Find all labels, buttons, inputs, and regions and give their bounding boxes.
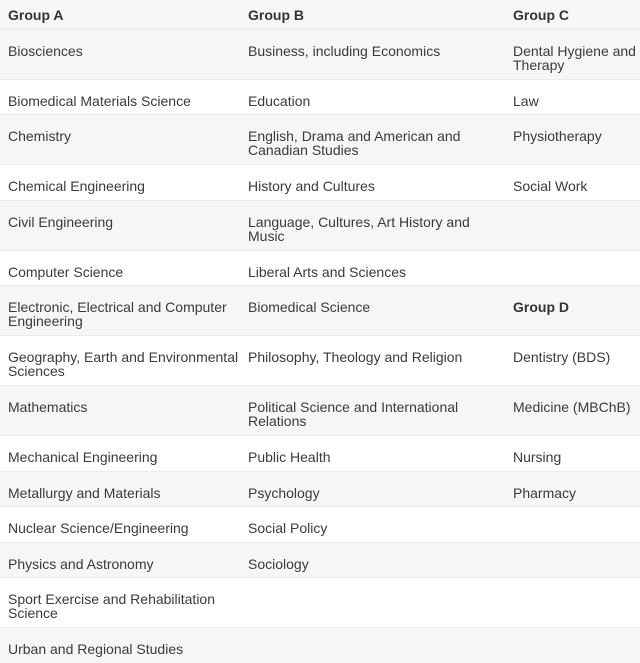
group-a-cell: Nuclear Science/Engineering xyxy=(0,507,240,543)
group-c-cell: Physiotherapy xyxy=(505,115,640,165)
group-c-cell xyxy=(505,628,640,663)
table-row xyxy=(0,115,640,165)
group-a-cell: Geography, Earth and Environmental Sciences xyxy=(0,336,240,386)
group-c-cell: Nursing xyxy=(505,436,640,472)
table-row xyxy=(0,200,640,250)
group-c-cell: Law xyxy=(505,79,640,115)
group-a-cell: Sport Exercise and Rehabilitation Science xyxy=(0,578,240,628)
group-a-cell: Mechanical Engineering xyxy=(0,436,240,472)
table-row xyxy=(0,29,640,79)
group-a-cell: Urban and Regional Studies xyxy=(0,628,240,663)
table-row xyxy=(0,286,640,336)
group-c-cell xyxy=(505,250,640,286)
group-a-cell: Metallurgy and Materials xyxy=(0,471,240,507)
group-b-cell xyxy=(240,578,505,628)
group-b-cell: Biomedical Science xyxy=(240,286,505,336)
group-c-cell xyxy=(505,507,640,543)
table-row xyxy=(0,165,640,201)
table-row xyxy=(0,578,640,628)
group-a-cell: Computer Science xyxy=(0,250,240,286)
group-a-cell: Physics and Astronomy xyxy=(0,542,240,578)
group-b-cell: Philosophy, Theology and Religion xyxy=(240,336,505,386)
table-row xyxy=(0,628,640,663)
group-c-cell xyxy=(505,200,640,250)
table-row xyxy=(0,79,640,115)
table-row xyxy=(0,250,640,286)
group-a-header: Group A xyxy=(0,0,240,29)
group-c-cell xyxy=(505,578,640,628)
table-row xyxy=(0,471,640,507)
group-a-cell: Mathematics xyxy=(0,386,240,436)
group-b-header: Group B xyxy=(240,0,505,29)
group-b-cell: History and Cultures xyxy=(240,165,505,201)
group-a-cell: Chemistry xyxy=(0,115,240,165)
group-b-cell xyxy=(240,628,505,663)
group-c-cell: Dentistry (BDS) xyxy=(505,336,640,386)
table-row xyxy=(0,507,640,543)
group-a-cell: Civil Engineering xyxy=(0,200,240,250)
group-a-cell: Biomedical Materials Science xyxy=(0,79,240,115)
table-row xyxy=(0,336,640,386)
group-b-cell: Psychology xyxy=(240,471,505,507)
group-b-cell: Education xyxy=(240,79,505,115)
group-c-cell xyxy=(505,542,640,578)
group-c-header: Group C xyxy=(505,0,640,29)
group-c-cell: Social Work xyxy=(505,165,640,201)
group-d-header: Group D xyxy=(505,286,640,336)
group-b-cell: Public Health xyxy=(240,436,505,472)
group-b-cell: Liberal Arts and Sciences xyxy=(240,250,505,286)
group-c-cell: Medicine (MBChB) xyxy=(505,386,640,436)
group-c-cell: Dental Hygiene and Therapy xyxy=(505,29,640,79)
table-row xyxy=(0,386,640,436)
group-c-cell: Pharmacy xyxy=(505,471,640,507)
group-b-cell: Language, Cultures, Art History and Music xyxy=(240,200,505,250)
group-b-cell: Social Policy xyxy=(240,507,505,543)
group-a-cell: Electronic, Electrical and Computer Engineering xyxy=(0,286,240,336)
table-row xyxy=(0,436,640,472)
group-a-cell: Biosciences xyxy=(0,29,240,79)
header-row xyxy=(0,0,640,29)
table-row xyxy=(0,542,640,578)
group-b-cell: English, Drama and American and Canadian Studies xyxy=(240,115,505,165)
group-b-cell: Political Science and International Relations xyxy=(240,386,505,436)
group-b-cell: Business, including Economics xyxy=(240,29,505,79)
group-a-cell: Chemical Engineering xyxy=(0,165,240,201)
group-b-cell: Sociology xyxy=(240,542,505,578)
